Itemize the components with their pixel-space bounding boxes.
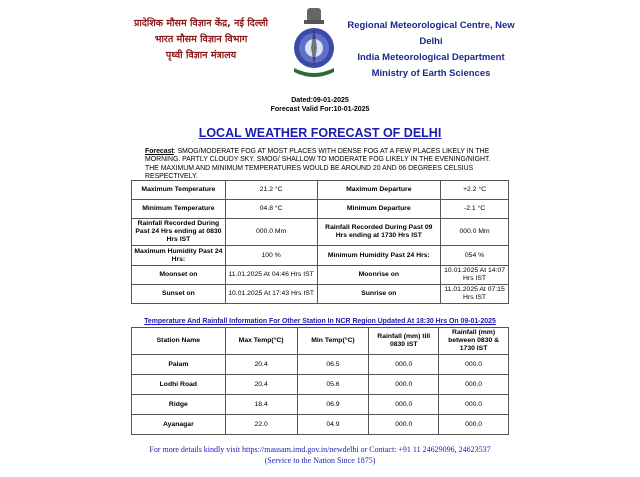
dated: Dated:09-01-2025	[291, 97, 349, 104]
column-header: Rainfall (mm) between 0830 & 1730 IST	[439, 328, 509, 355]
forecast-text	[145, 148, 497, 181]
summary-key: Minimum Departure	[317, 200, 441, 219]
summary-value: +2.2 °C	[441, 181, 509, 200]
min-temp: 06.5	[297, 355, 369, 375]
table-header-row	[132, 328, 509, 355]
summary-value: 000.0 Mm	[225, 219, 317, 246]
valid-for: Forecast Valid For:10-01-2025	[270, 106, 370, 113]
forecast-body: : SMOG/MODERATE FOG AT MOST PLACES WITH DENSE FOG AT A FEW PLACES LIKELY IN THE MORNING. PARTLY CLOUDY SKY. SMOG/ SHALLOW TO MODERATE FOG LIKELY IN THE EVENING/NIGHT. THE MAXIMUM AND MINIMUM TEMPERATURES WOULD BE AROUND 20 AND 06 DEGREES CELSIUS RESPECTIVELY.	[145, 148, 491, 180]
summary-value: 11.01.2025 At 04:46 Hrs IST	[225, 266, 317, 285]
rainfall-0830: 000.0	[369, 395, 439, 415]
summary-key: Sunrise on	[317, 285, 441, 304]
summary-key: Moonset on	[132, 266, 226, 285]
column-header: Max Temp(°C)	[225, 328, 297, 355]
summary-key: Minimum Humidity Past 24 Hrs:	[317, 246, 441, 266]
table-row	[132, 181, 509, 200]
dates-block	[0, 96, 640, 114]
rainfall-1730: 000.0	[439, 415, 509, 435]
summary-value: 100 %	[225, 246, 317, 266]
station-name: Ridge	[132, 395, 226, 415]
english-line-3: Ministry of Earth Sciences	[371, 68, 491, 79]
column-header: Min Temp(°C)	[297, 328, 369, 355]
stations-title: Temperature And Rainfall Information For Other Station In NCR Region Updated At 18:30 Hrs On 09-01-2025	[144, 318, 496, 325]
table-row	[132, 355, 509, 375]
rainfall-1730: 000.0	[439, 355, 509, 375]
station-name: Lodhi Road	[132, 375, 226, 395]
hindi-line-2: भारत मौसम विज्ञान विभाग	[154, 34, 248, 45]
column-header: Station Name	[132, 328, 226, 355]
table-row	[132, 246, 509, 266]
summary-value: -2.1 °C	[441, 200, 509, 219]
min-temp: 06.9	[297, 395, 369, 415]
summary-table	[131, 180, 509, 304]
summary-key: Minimum Temperature	[132, 200, 226, 219]
summary-value: 10.01.2025 At 17:43 Hrs IST	[225, 285, 317, 304]
max-temp: 20.4	[225, 355, 297, 375]
summary-key: Maximum Temperature	[132, 181, 226, 200]
summary-value: 000.0 Mm	[441, 219, 509, 246]
rainfall-0830: 000.0	[369, 355, 439, 375]
summary-value: 11.01.2025 At 07:15 Hrs IST	[441, 285, 509, 304]
min-temp: 05.6	[297, 375, 369, 395]
max-temp: 20.4	[225, 375, 297, 395]
english-line-2: India Meteorological Department	[357, 52, 505, 63]
page-title: LOCAL WEATHER FORECAST OF DELHI	[198, 126, 442, 140]
table-row	[132, 395, 509, 415]
summary-value: 054 %	[441, 246, 509, 266]
rainfall-1730: 000.0	[439, 375, 509, 395]
summary-key: Moonrise on	[317, 266, 441, 285]
table-row	[132, 200, 509, 219]
summary-key: Maximum Departure	[317, 181, 441, 200]
hindi-line-3: पृथ्वी विज्ञान मंत्रालय	[165, 50, 237, 61]
summary-value: 21.2 °C	[225, 181, 317, 200]
station-name: Palam	[132, 355, 226, 375]
table-row	[132, 415, 509, 435]
contact-link[interactable]: For more details kindly visit https://mausam.imd.gov.in/newdelhi or Contact: +91 11 24629096, 24623537	[149, 445, 491, 454]
summary-key: Rainfall Recorded During Past 09 Hrs ending at 1730 Hrs IST	[317, 219, 441, 246]
column-header: Rainfall (mm) till 0830 IST	[369, 328, 439, 355]
table-row	[132, 266, 509, 285]
table-row	[132, 375, 509, 395]
hindi-header	[126, 16, 276, 64]
summary-key: Maximum Humidity Past 24 Hrs:	[132, 246, 226, 266]
imd-emblem-icon	[290, 6, 338, 80]
rainfall-0830: 000.0	[369, 375, 439, 395]
rainfall-1730: 000.0	[439, 395, 509, 415]
table-row	[132, 219, 509, 246]
min-temp: 04.9	[297, 415, 369, 435]
station-name: Ayanagar	[132, 415, 226, 435]
forecast-label: Forecast	[145, 148, 174, 155]
stations-table	[131, 327, 509, 435]
max-temp: 18.4	[225, 395, 297, 415]
english-line-1: Regional Meteorological Centre, New Delhi	[347, 20, 515, 47]
table-row	[132, 285, 509, 304]
summary-key: Rainfall Recorded During Past 24 Hrs ending at 0830 Hrs IST	[132, 219, 226, 246]
summary-value: 04.8 °C	[225, 200, 317, 219]
summary-value: 10.01.2025 At 14:07 Hrs IST	[441, 266, 509, 285]
tagline: (Service to the Nation Since 1875)	[264, 456, 376, 465]
max-temp: 22.0	[225, 415, 297, 435]
hindi-line-1: प्रादेशिक मौसम विज्ञान केंद्र, नई दिल्ली	[133, 18, 269, 29]
english-header	[336, 18, 526, 82]
footer	[0, 444, 640, 466]
summary-key: Sunset on	[132, 285, 226, 304]
rainfall-0830: 000.0	[369, 415, 439, 435]
